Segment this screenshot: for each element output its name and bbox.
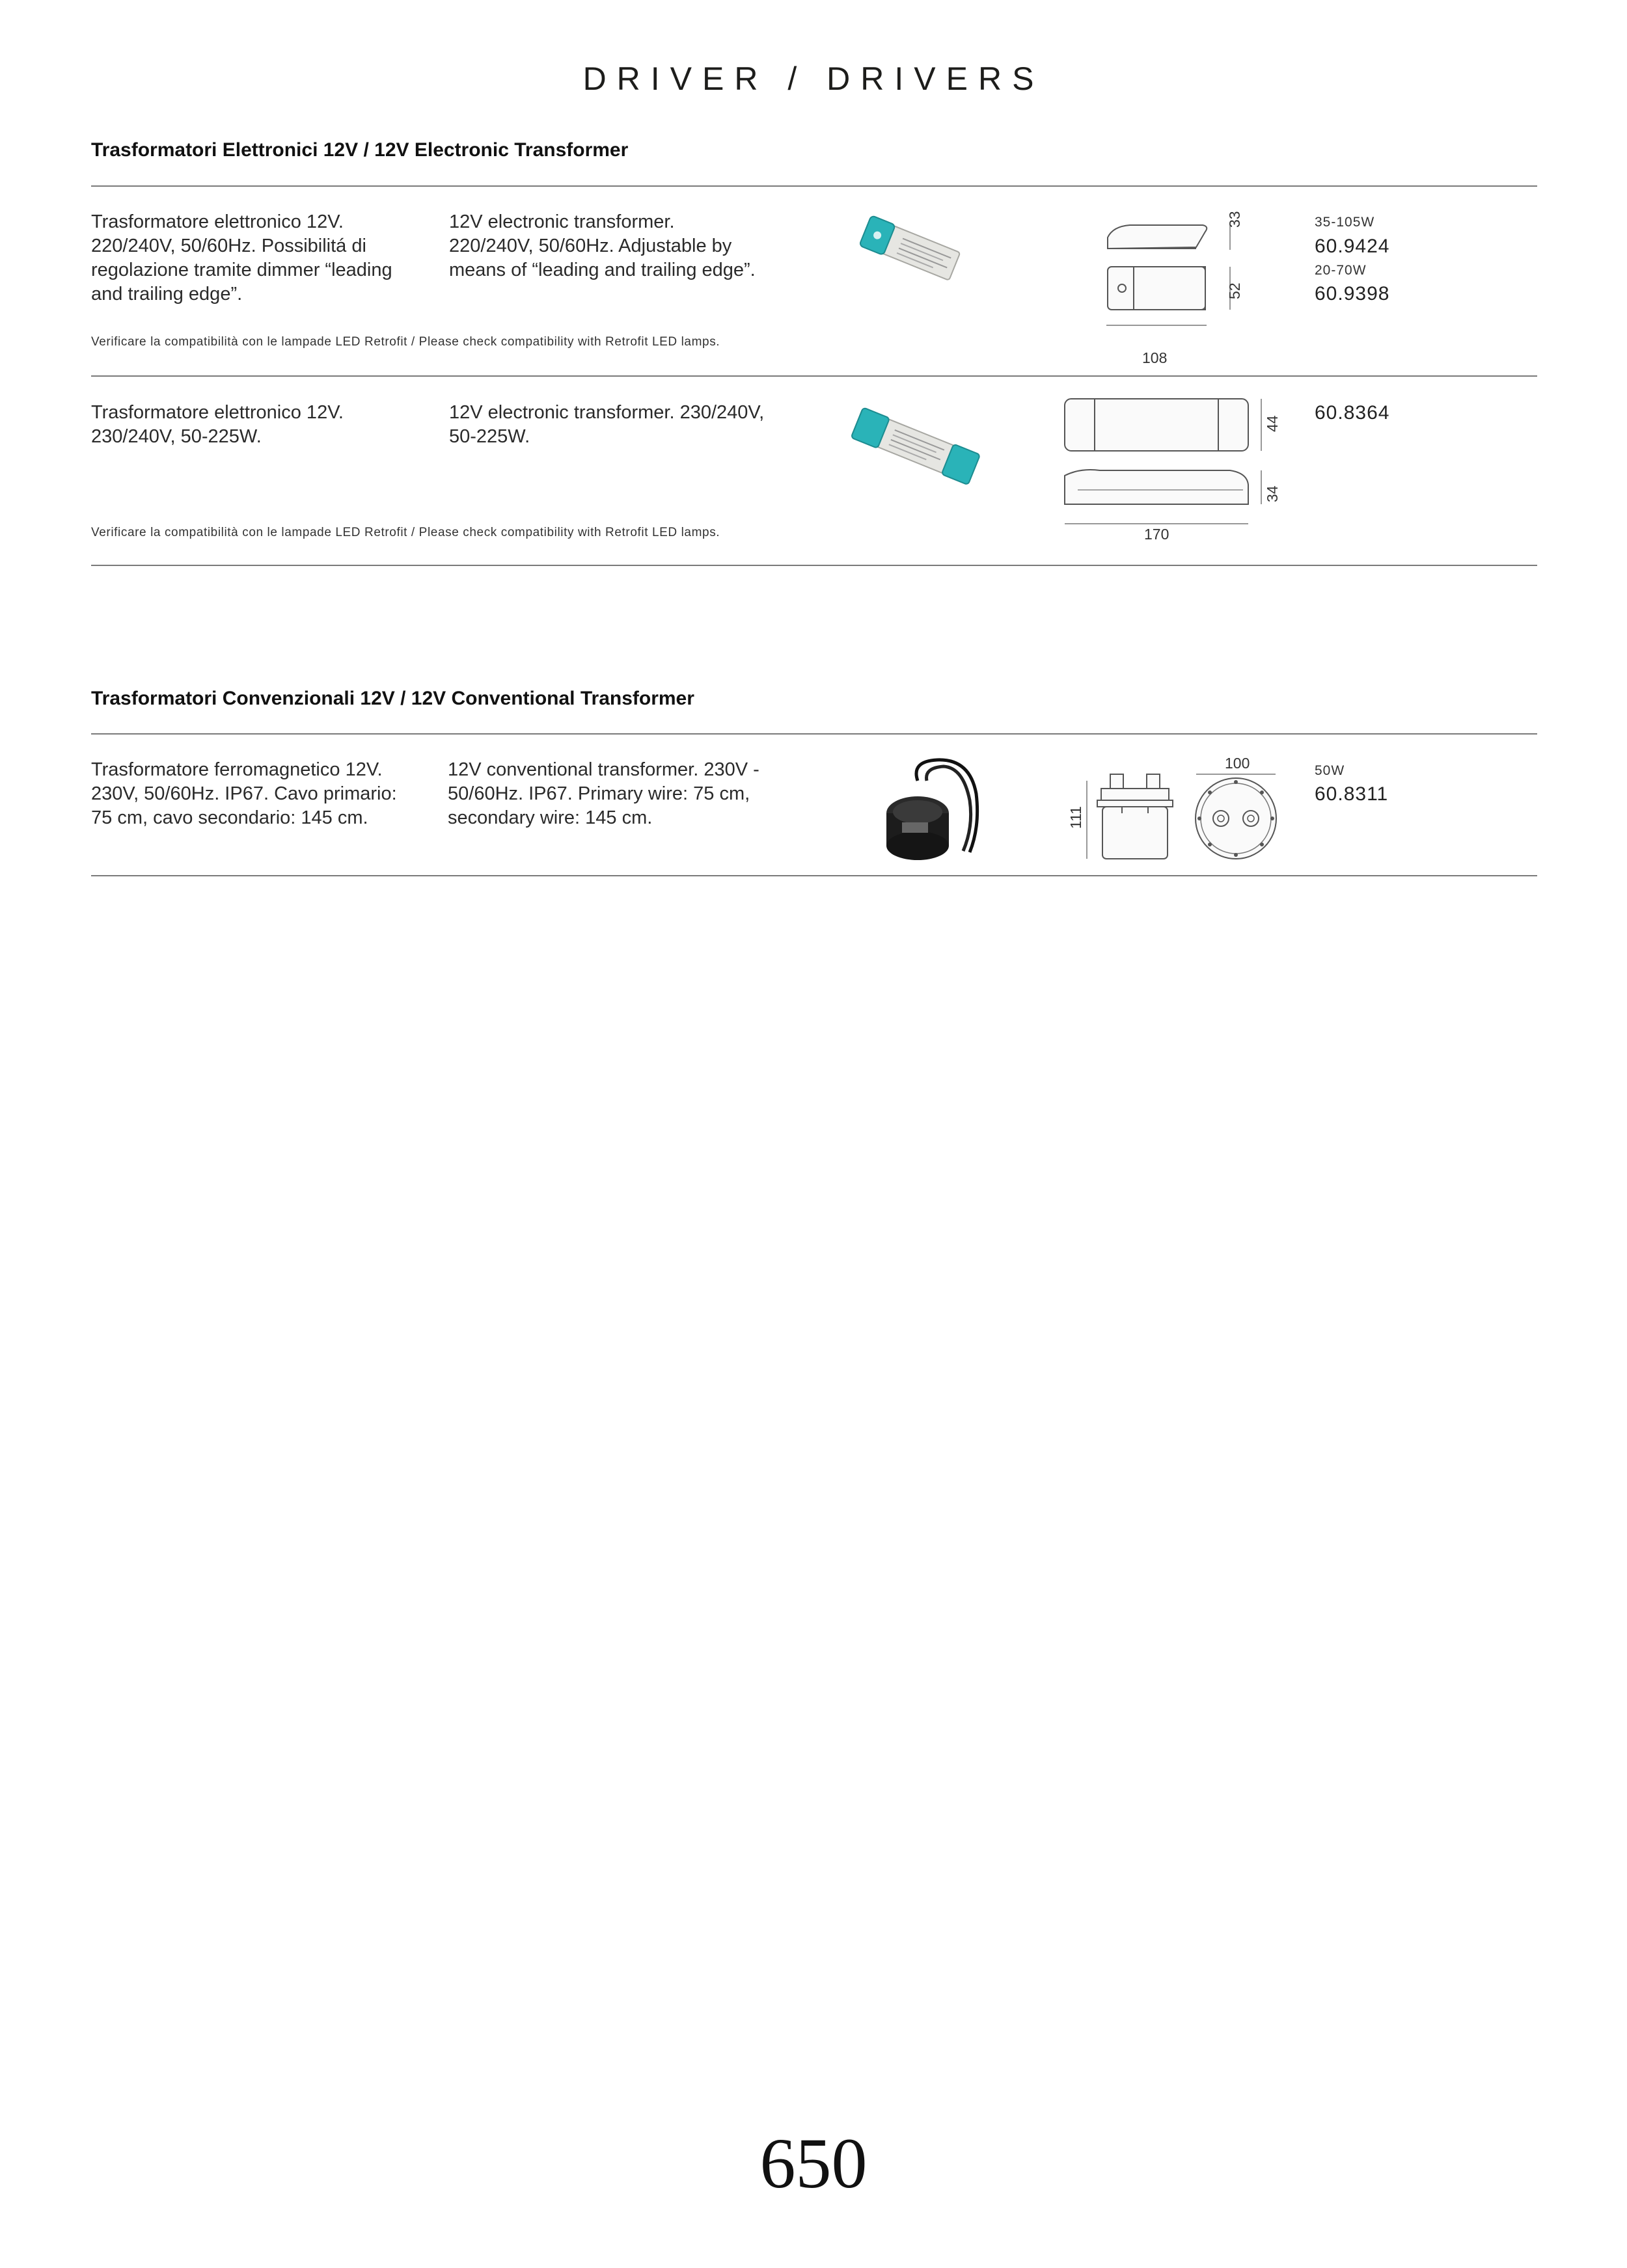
article-code: 60.8311 — [1315, 783, 1389, 805]
dimension-width: 44 — [1264, 415, 1281, 432]
desc-line: 50-225W. — [449, 426, 530, 447]
desc-line: 12V electronic transformer. — [449, 211, 675, 232]
page-number: 650 — [759, 2124, 868, 2203]
dimension-height: 34 — [1264, 485, 1281, 502]
item-description-en — [449, 210, 787, 282]
product-photo-conventional-transformer — [872, 755, 1002, 865]
section-title-conventional: Trasformatori Convenzionali 12V / 12V Conventional Transformer — [91, 688, 694, 709]
desc-line: 75 cm, cavo secondario: 145 cm. — [91, 807, 368, 828]
variant-wattage: 35-105W — [1315, 215, 1375, 230]
desc-line: 230/240V, 50-225W. — [91, 426, 262, 447]
dimension-height: 33 — [1226, 211, 1243, 228]
article-code: 60.9424 — [1315, 236, 1390, 257]
compatibility-note: Verificare la compatibilità con le lampade LED Retrofit / Please check compatibility with Retrofit LED lamps. — [91, 526, 720, 539]
desc-line: 12V conventional transformer. 230V - — [448, 759, 759, 780]
desc-line: Trasformatore elettronico 12V. — [91, 402, 344, 423]
variant-wattage: 50W — [1315, 763, 1345, 778]
article-code: 60.9398 — [1315, 283, 1390, 304]
desc-line: 12V electronic transformer. 230/240V, — [449, 402, 765, 423]
product-photo-electronic-transformer-small — [853, 207, 970, 298]
dimension-width: 52 — [1226, 282, 1243, 299]
desc-line: Trasformatore ferromagnetico 12V. — [91, 759, 383, 780]
row-divider — [91, 875, 1537, 876]
technical-drawing-item-3 — [1067, 755, 1289, 885]
compatibility-note: Verificare la compatibilità con le lampade LED Retrofit / Please check compatibility with Retrofit LED lamps. — [91, 335, 720, 349]
desc-line: secondary wire: 145 cm. — [448, 807, 653, 828]
section-divider — [91, 185, 1537, 187]
section-divider — [91, 733, 1537, 735]
desc-line: and trailing edge”. — [91, 284, 243, 304]
article-code: 60.8364 — [1315, 402, 1390, 424]
desc-line: 220/240V, 50/60Hz. Possibilitá di — [91, 236, 366, 256]
dimension-diameter: 100 — [1225, 755, 1250, 772]
technical-drawing-item-2 — [1054, 394, 1289, 543]
desc-line: 220/240V, 50/60Hz. Adjustable by — [449, 236, 732, 256]
variant-wattage: 20-70W — [1315, 263, 1367, 278]
item-description-it — [91, 210, 430, 306]
section-title-electronic: Trasformatori Elettronici 12V / 12V Electronic Transformer — [91, 139, 629, 161]
item-description-it — [91, 401, 430, 449]
desc-line: means of “leading and trailing edge”. — [449, 260, 756, 280]
desc-line: 230V, 50/60Hz. IP67. Cavo primario: — [91, 783, 397, 804]
row-divider — [91, 375, 1537, 377]
desc-line: regolazione tramite dimmer “leading — [91, 260, 392, 280]
item-description-it — [91, 758, 430, 830]
item-description-en — [448, 758, 786, 830]
row-divider — [91, 565, 1537, 566]
dimension-height: 111 — [1067, 806, 1084, 829]
page-title: DRIVER / DRIVERS — [582, 61, 1045, 97]
desc-line: Trasformatore elettronico 12V. — [91, 211, 344, 232]
desc-line: 50/60Hz. IP67. Primary wire: 75 cm, — [448, 783, 750, 804]
item-description-en — [449, 401, 787, 449]
product-photo-electronic-transformer-large — [840, 397, 989, 494]
dimension-length: 108 — [1142, 349, 1168, 366]
dimension-length: 170 — [1144, 526, 1169, 543]
